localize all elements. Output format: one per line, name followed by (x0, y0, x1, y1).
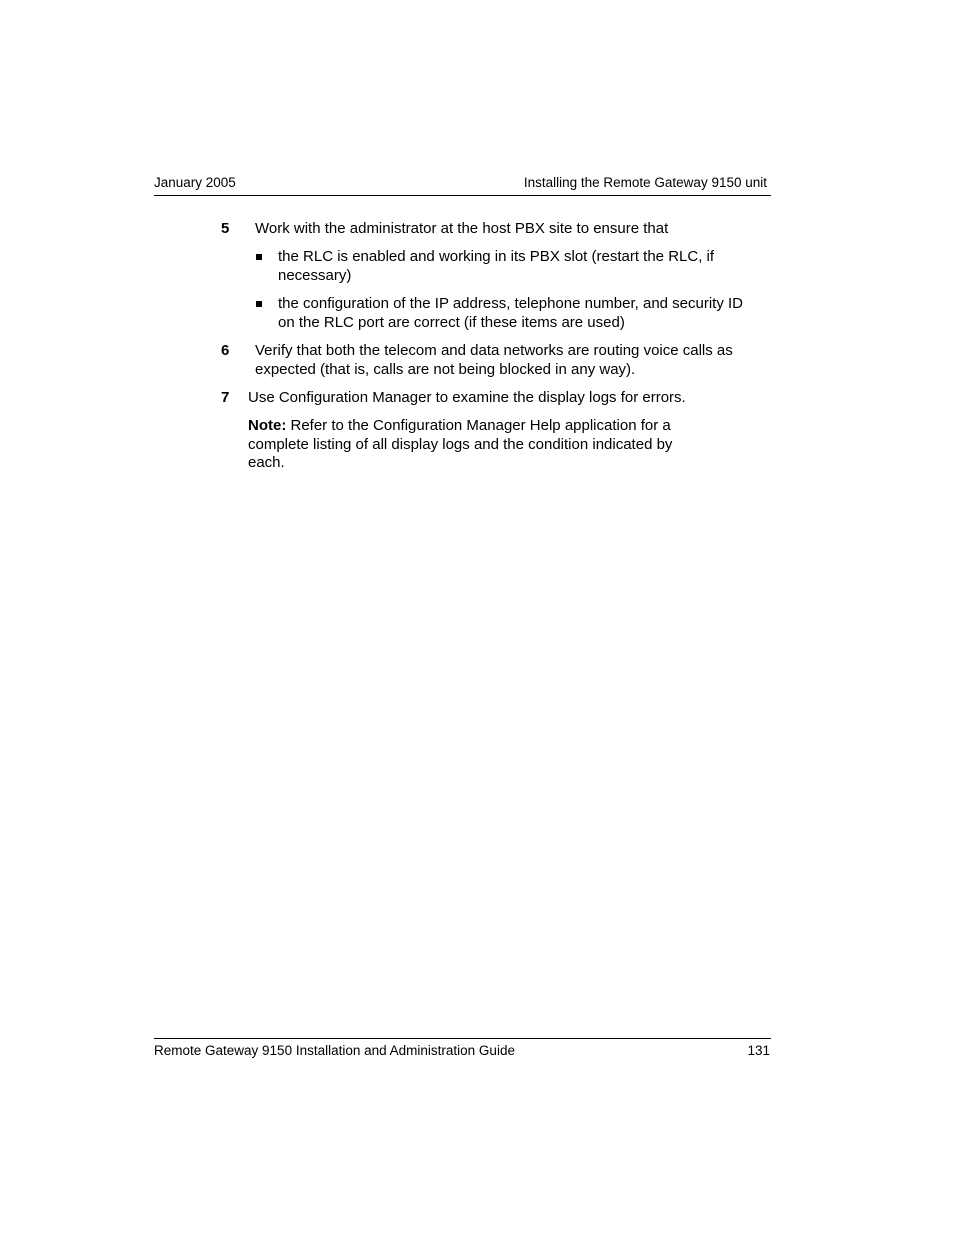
note-label: Note: (248, 417, 287, 434)
step-text: Use Configuration Manager to examine the display logs for errors. (248, 389, 686, 406)
bullet-square-icon (256, 254, 262, 260)
header-section-title: Installing the Remote Gateway 9150 unit (523, 175, 767, 190)
bullet-text: necessary) (278, 267, 352, 284)
page-footer (154, 1038, 771, 1058)
step-number: 6 (221, 342, 230, 359)
bullet-text: the configuration of the IP address, telephone number, and security ID (278, 295, 744, 312)
note (248, 416, 671, 435)
note-text: each. (248, 454, 285, 471)
step-number: 5 (221, 220, 230, 237)
header-date: January 2005 (154, 175, 236, 190)
note-text: complete listing of all display logs and the condition indicated by (248, 436, 673, 453)
page-header (154, 175, 771, 196)
note-text: Refer to the Configuration Manager Help application for a (286, 417, 671, 434)
step-text: Verify that both the telecom and data networks are routing voice calls as (255, 342, 733, 359)
footer-guide-title: Remote Gateway 9150 Installation and Administration Guide (154, 1043, 515, 1058)
bullet-square-icon (256, 301, 262, 307)
bullet-text: the RLC is enabled and working in its PBX slot (restart the RLC, if (278, 248, 715, 265)
page-number: 131 (747, 1043, 770, 1058)
step-text: expected (that is, calls are not being blocked in any way). (255, 361, 636, 378)
step-text: Work with the administrator at the host PBX site to ensure that (255, 220, 669, 237)
bullet-text: on the RLC port are correct (if these items are used) (278, 314, 625, 331)
step-number: 7 (221, 389, 230, 406)
